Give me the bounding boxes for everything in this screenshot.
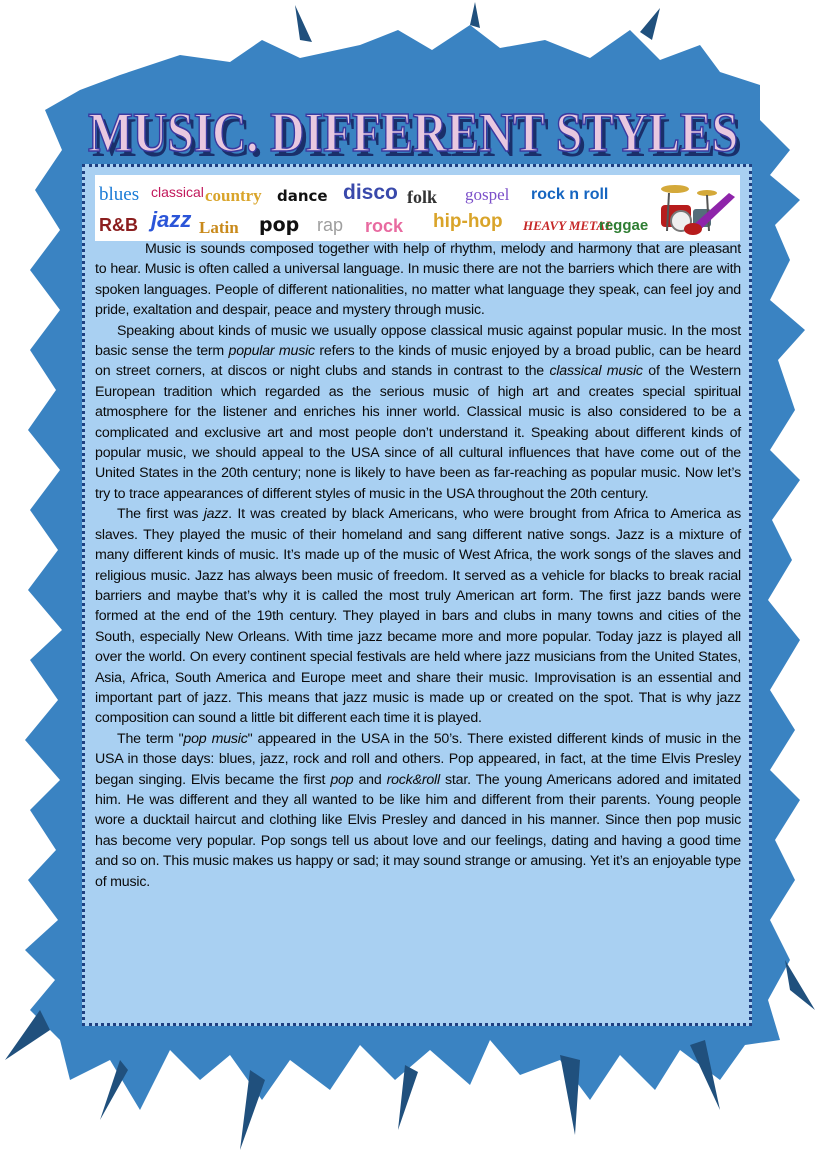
term-pop: pop [330,771,354,788]
page-title [86,92,756,162]
genre-rock: rock [365,216,404,236]
genre-rap: rap [317,215,344,235]
drum-kit-guitar-icon [661,185,735,235]
term-popular-music: popular music [228,343,315,360]
genre-rnb: R&B [99,215,138,235]
p2-text-2: refers to the kinds of music enjoyed by a broad public, can be heard on street corners, at discos or night clubs and stands in contrast to the [95,343,741,380]
genre-gospel: gospel [465,185,510,204]
p4-text-3: and [353,771,387,788]
p4-text-1: The term " [117,730,184,747]
genre-jazz: jazz [151,207,192,232]
genres-banner [95,175,740,241]
content-panel [82,164,752,1026]
genre-country: country [205,186,262,205]
p4-text-4: star. The young Americans adored and imitated him. He was different and they all wanted to be like him and different from their parents. Young people wore a ducktail haircut and clothing like Elvis Presley and danced in his manner. Since then pop music has become very popular. Pop songs tell us about love and our feelings, dating and having a good time and so on. This music makes us happy or sad; it may sound strange or amusing. Yet it’s an enjoyable type of music. [95,771,741,890]
p2-text-3: of the Western European tradition which regarded as the serious music of high art and creates special spiritual atmosphere for the listener and enriches his inner world. Classical music is also considered to be a complicated and exclusive art and most people don’t understand it. Speaking about different kinds of popular music, we should appeal to the USA since of all cultural influences that have come out of the United States in the 20th century; none is likely to have been as far-reaching as popular music. Now let’s try to trace appearances of different styles of music in the USA throughout the 20th century. [95,363,742,502]
p3-text-1: The first was [117,506,204,523]
p1-text: Music is sounds composed together with help of rhythm, melody and harmony that are pleasant to hear. Music is often called a universal language. In music there are not the barriers which there are with spoken languages. People of different nationalities, no matter what language they speak, can feel joy and pride, exaltation and despair, peace and mystery through music. [95,241,741,319]
p4-text-2: " appeared in the USA in the 50’s. There existed different kinds of music in the USA in those days: blues, jazz, rock and roll and others. Pop appeared, in fact, at the time Elvis Presley began singing. Elvis became the first [95,730,741,788]
genre-classical: classical [151,184,204,200]
term-rock-and-roll: rock&roll [386,771,440,788]
term-classical-music: classical music [549,363,643,380]
genres-banner-svg [95,175,740,241]
article-text [95,239,741,892]
p3-text-2: . It was created by black Americans, who were brought from Africa to America as slaves. They played the music of their homeland and sang different native songs. Jazz is a mixture of many different kinds of music. It’s made up of the music of West Africa, the work songs of the slaves and religious music. Jazz has always been music of freedom. It served as a vehicle for blacks to break racial barriers and maybe that’s why it is called the most truly American art form. The first jazz bands were formed at the end of the 19th century. They played in bars and clubs in many towns and cities of the South, especially New Orleans. With time jazz became more and more popular. Today jazz is played all over the world. On every continent special festivals are held where jazz musicians from the United States, Asia, Africa, South America and Europe meet and share their music. Improvisation is an essential and important part of jazz. This means that jazz music is made up or created on the spot. That is why jazz composition can sound a little bit different each time it is played. [95,506,741,727]
paragraph-1 [95,239,741,321]
term-jazz: jazz [203,506,229,523]
term-pop-music: pop music [183,730,248,747]
genre-rock-n-roll: rock n roll [531,186,609,203]
genre-pop: pop [259,214,300,236]
genre-dance: dance [277,187,328,205]
title-text: MUSIC. DIFFERENT STYLES [88,102,738,162]
genre-folk: folk [407,187,438,207]
genre-blues: blues [99,184,140,205]
genre-heavy-metal: HEAVY METAL [523,218,613,233]
genre-reggae: reggae [599,217,649,234]
paragraph-4 [95,729,741,892]
p2-text-1: Speaking about kinds of music we usually oppose classical music against popular music. In the most basic sense the term [95,322,741,360]
paragraph-2 [95,321,741,505]
paragraph-3 [95,504,741,728]
genre-hip-hop: hip-hop [433,211,503,232]
title-shadow: MUSIC. DIFFERENT STYLES [92,107,742,162]
genre-latin: Latin [199,218,239,237]
genre-disco: disco [343,181,398,204]
